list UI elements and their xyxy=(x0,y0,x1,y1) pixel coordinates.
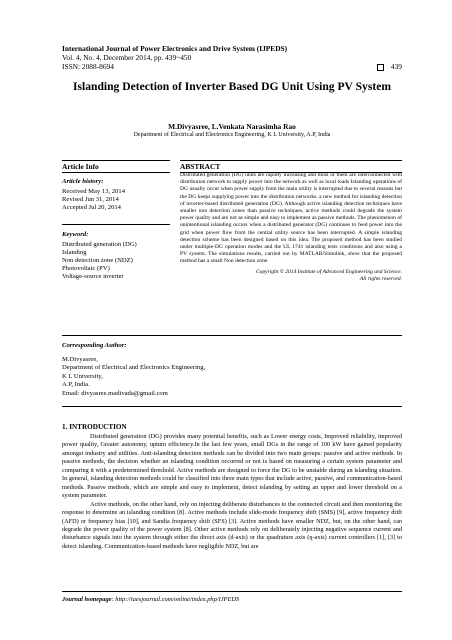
abstract-heading: ABSTRACT xyxy=(180,162,221,171)
keyword-item: Voltage-source inverter xyxy=(62,273,124,280)
divider xyxy=(62,335,402,336)
corresponding-line: Department of Electrical and Electronics Engineering, xyxy=(62,364,206,372)
divider xyxy=(180,160,402,161)
introduction-heading: 1. INTRODUCTION xyxy=(62,423,127,431)
journal-homepage xyxy=(62,596,239,603)
article-info-heading: Article Info xyxy=(62,162,99,171)
history-item: Accepted Jul 20, 2014 xyxy=(62,204,121,211)
corresponding-line: A.P, India. xyxy=(62,381,90,389)
copyright-line: All rights reserved. xyxy=(359,275,402,282)
divider xyxy=(62,224,170,225)
keyword-item: Non detection zone (NDZ) xyxy=(62,257,133,264)
corresponding-author-details xyxy=(62,356,402,398)
paper-authors: M.Divyasree, L.Venkata Narasimha Rao xyxy=(168,122,296,131)
divider xyxy=(62,406,402,407)
history-item: Revised Jun 31, 2014 xyxy=(62,196,119,203)
abstract-text: Distributed generation (DG) units are rapidly increasing and most of them are interconnected with distribution network to supply power into the network as well as local loads Islanding operations of DG usually occur when power supply from the main utility is interrupted due to several reasons but the DG keeps supplying power into the distribution networks. a new method for islanding detection of inverter-based distributed generation (DG). Although active islanding detection techniques have smaller non detection zones than passive techniques, active methods could degrade the system power quality and are not as simple and easy to implement as passive methods. The phenomenon of unintentional islanding occurs when a distributed generator (DG) continues to feed power into the grid when power flow from the central utility source has been interrupted. A simple islanding detection scheme has been designed based on this idea. The proposed method has been studied under multiple-DG operation modes and the UL 1741 islanding tests conditions and also using a PV system. The simulations results, carried out by MATLAB/Simulink, show that the proposed method has a small Non detection zone. xyxy=(180,172,402,265)
journal-issn: ISSN: 2088-8694 xyxy=(62,62,114,71)
keyword-heading: Keyword: xyxy=(62,231,89,238)
article-history xyxy=(62,188,170,212)
journal-volume: Vol. 4, No. 4, December 2014, pp. 439~450 xyxy=(62,53,192,62)
journal-header xyxy=(62,44,402,71)
journal-name: International Journal of Power Electronics and Drive System (IJPEDS) xyxy=(62,44,288,53)
article-info xyxy=(62,162,170,281)
copyright-line: Copyright © 2014 Institute of Advanced Engineering and Science. xyxy=(256,268,402,275)
page-number-text: 439 xyxy=(390,62,402,71)
copyright-notice xyxy=(180,269,402,283)
page-number xyxy=(377,62,402,71)
corresponding-line: K L University, xyxy=(62,372,103,380)
divider xyxy=(62,591,402,592)
history-item: Received May 13, 2014 xyxy=(62,188,125,195)
keyword-item: Distributed generation (DG) xyxy=(62,241,137,248)
journal-homepage-url[interactable]: : http://iaesjournal.com/online/index.php/IJPEDS xyxy=(111,596,240,603)
paragraph: Active methods, on the other hand, rely on injecting deliberate disturbances to the connected circuit and then monitoring the response to determine an islanding condition [8]. Active methods include slide-mode frequency shift (SMS) [9], active frequency drift (AFD) or frequency bias [10], and Sandia frequency shift (SFS) [3]. Active methods have smaller NDZ, but, on the other hand, can degrade the power quality of the power system [8]. Other active methods rely on deliberately injecting negative sequence current and disturbance signals into the system through either the direct axis (d-axis) or the quadrature axis (q-axis) current controllers [1], [3] to detect islanding. Communication-based methods have negligible NDZ, but are xyxy=(62,500,402,550)
corresponding-line: M.Divyasree, xyxy=(62,356,98,363)
keyword-item: Islanding xyxy=(62,249,87,256)
divider xyxy=(62,160,170,161)
paper-affiliation: Department of Electrical and Electronics Engineering, K L University, A.P, India xyxy=(133,132,331,138)
corresponding-author-heading: Corresponding Author: xyxy=(62,342,127,349)
square-bullet-icon xyxy=(377,64,384,71)
introduction-body xyxy=(62,433,402,551)
keyword-list xyxy=(62,241,170,281)
abstract-section xyxy=(180,162,402,283)
paragraph: Distributed generation (DG) provides many potential benefits, such as Lower energy costs, Improved reliability, improved power quality, Greater autonomy, upturn efficiency.In the last few years, small DGs in the range of 100 kW have gained popularity amongst industry and utilities. Anti-islanding detection methods can be divided into two main groups: passive and active methods. In passive methods, the decision whether an islanding condition occurred or not is based on measuring a certain system parameter and comparing it with a predetermined threshold. Active methods are designed to force the DG to be unstable during an islanding situation. In general, islanding detection methods could be classified into three main types that include active, passive, and communication-based methods. Passive methods, which are simple and easy to implement, detect islanding by setting an upper and lower threshold on a system parameter. xyxy=(62,433,402,500)
corresponding-email: Email: divyasree.madivada@gmail.com xyxy=(62,389,168,397)
paper-title: Islanding Detection of Inverter Based DG Unit Using PV System xyxy=(72,80,392,93)
journal-homepage-label: Journal homepage xyxy=(62,596,112,603)
keyword-item: Photovoltaic (PV) xyxy=(62,265,110,272)
article-history-heading: Article history: xyxy=(62,178,104,185)
